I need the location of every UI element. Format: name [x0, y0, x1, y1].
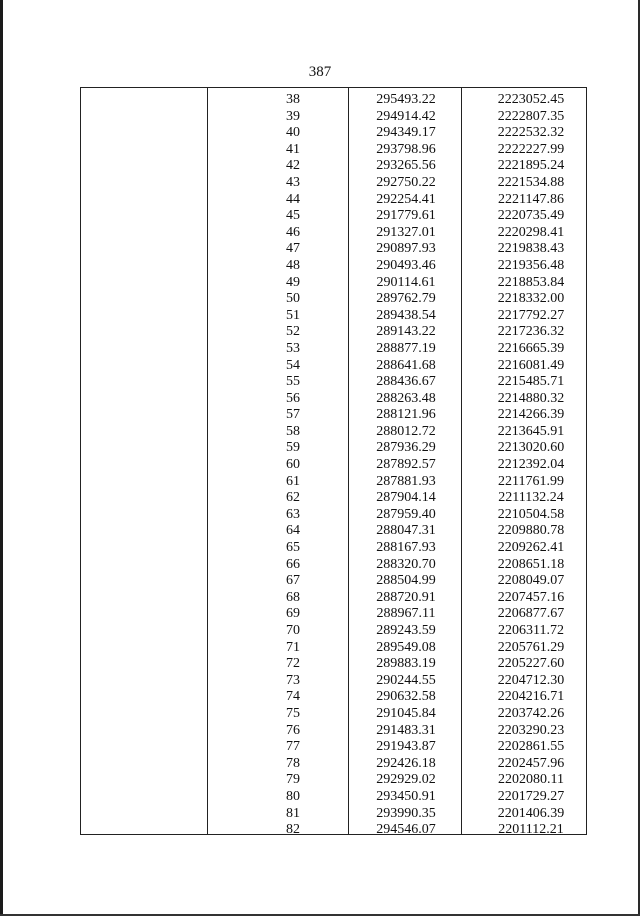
- point-number-cell: 65: [286, 540, 300, 556]
- x-coordinate-cell: 289438.54: [376, 307, 436, 323]
- table-row: [81, 474, 586, 491]
- y-coordinate-cell: 2202457.96: [497, 755, 565, 771]
- y-coordinate-cell: 2203742.26: [497, 705, 565, 721]
- y-coordinate-cell: 2221534.88: [497, 174, 565, 190]
- x-coordinate-cell: 290244.55: [376, 672, 436, 688]
- scan-edge-left: [0, 0, 3, 916]
- y-coordinate-cell: 2222807.35: [497, 108, 565, 124]
- point-number-cell: 38: [286, 92, 300, 107]
- x-coordinate-cell: 288320.70: [376, 556, 436, 572]
- x-coordinate-cell: 293265.56: [376, 158, 436, 174]
- table-row: [81, 192, 586, 209]
- x-coordinate-cell: 287904.14: [376, 490, 436, 506]
- y-coordinate-cell: 2213020.60: [497, 440, 565, 456]
- y-coordinate-cell: 2203290.23: [497, 722, 565, 738]
- point-number-cell: 61: [286, 473, 300, 489]
- point-number-cell: 39: [286, 108, 300, 124]
- table-row: [81, 789, 586, 806]
- table-row: [81, 109, 586, 126]
- point-number-cell: 68: [286, 589, 300, 605]
- table-row: [81, 275, 586, 292]
- point-number-cell: 69: [286, 606, 300, 622]
- table-row: [81, 772, 586, 789]
- table-row: [81, 341, 586, 358]
- x-coordinate-cell: 293450.91: [376, 788, 436, 804]
- table-row: [81, 241, 586, 258]
- point-number-cell: 60: [286, 457, 300, 473]
- point-number-cell: 46: [286, 224, 300, 240]
- table-row: [81, 623, 586, 640]
- y-coordinate-cell: 2201112.21: [498, 822, 564, 838]
- table-row: [81, 208, 586, 225]
- x-coordinate-cell: 291045.84: [376, 705, 436, 721]
- x-coordinate-cell: 294546.07: [376, 822, 436, 838]
- table-row: [81, 706, 586, 723]
- point-number-cell: 49: [286, 274, 300, 290]
- point-number-cell: 50: [286, 291, 300, 307]
- y-coordinate-cell: 2201406.39: [497, 805, 565, 821]
- table-row: [81, 125, 586, 142]
- y-coordinate-cell: 2208651.18: [497, 556, 565, 572]
- y-coordinate-cell: 2216665.39: [497, 340, 565, 356]
- x-coordinate-cell: 289243.59: [376, 623, 436, 638]
- point-number-cell: 57: [286, 407, 300, 423]
- y-coordinate-cell: 2218332.00: [497, 291, 565, 307]
- y-coordinate-cell: 2218853.84: [497, 274, 565, 290]
- x-coordinate-cell: 287881.93: [376, 473, 436, 489]
- x-coordinate-cell: 292254.41: [376, 191, 436, 207]
- point-number-cell: 62: [286, 490, 300, 506]
- y-coordinate-cell: 2212392.04: [497, 457, 565, 473]
- x-coordinate-cell: 291779.61: [376, 208, 436, 224]
- y-coordinate-cell: 2213645.91: [497, 423, 565, 439]
- point-number-cell: 80: [286, 788, 300, 804]
- x-coordinate-cell: 288167.93: [376, 540, 436, 556]
- y-coordinate-cell: 2206877.67: [497, 606, 565, 622]
- table-row: [81, 573, 586, 590]
- x-coordinate-cell: 288263.48: [376, 390, 436, 406]
- y-coordinate-cell: 2202080.11: [498, 772, 564, 788]
- table-row: [81, 590, 586, 607]
- table-row: [81, 673, 586, 690]
- x-coordinate-cell: 295493.22: [376, 92, 436, 107]
- table-row: [81, 142, 586, 159]
- table-row: [81, 540, 586, 557]
- point-number-cell: 54: [286, 357, 300, 373]
- table-row: [81, 407, 586, 424]
- y-coordinate-cell: 2220298.41: [497, 224, 565, 240]
- y-coordinate-cell: 2210504.58: [497, 506, 565, 522]
- table-row: [81, 689, 586, 706]
- point-number-cell: 47: [286, 241, 300, 257]
- point-number-cell: 64: [286, 523, 300, 539]
- point-number-cell: 77: [286, 739, 300, 755]
- point-number-cell: 75: [286, 705, 300, 721]
- x-coordinate-cell: 287892.57: [376, 457, 436, 473]
- x-coordinate-cell: 290114.61: [376, 274, 436, 290]
- point-number-cell: 42: [286, 158, 300, 174]
- table-row: [81, 656, 586, 673]
- y-coordinate-cell: 2208049.07: [497, 573, 565, 589]
- y-coordinate-cell: 2206311.72: [498, 623, 564, 638]
- y-coordinate-cell: 2217236.32: [497, 324, 565, 340]
- y-coordinate-cell: 2220735.49: [497, 208, 565, 224]
- point-number-cell: 63: [286, 506, 300, 522]
- table-row: [81, 507, 586, 524]
- table-row: [81, 225, 586, 242]
- table-row: [81, 739, 586, 756]
- x-coordinate-cell: 291483.31: [376, 722, 436, 738]
- y-coordinate-cell: 2204712.30: [497, 672, 565, 688]
- y-coordinate-cell: 2219838.43: [497, 241, 565, 257]
- y-coordinate-cell: 2202861.55: [497, 739, 565, 755]
- x-coordinate-cell: 288504.99: [376, 573, 436, 589]
- point-number-cell: 58: [286, 423, 300, 439]
- point-number-cell: 44: [286, 191, 300, 207]
- y-coordinate-cell: 2214266.39: [497, 407, 565, 423]
- x-coordinate-cell: 294349.17: [376, 125, 436, 141]
- x-coordinate-cell: 288047.31: [376, 523, 436, 539]
- point-number-cell: 53: [286, 340, 300, 356]
- table-row: [81, 324, 586, 341]
- table-row: [81, 723, 586, 740]
- point-number-cell: 59: [286, 440, 300, 456]
- x-coordinate-cell: 289883.19: [376, 656, 436, 672]
- y-coordinate-cell: 2222227.99: [497, 141, 565, 157]
- y-coordinate-cell: 2211132.24: [498, 490, 564, 506]
- point-number-cell: 74: [286, 689, 300, 705]
- table-row: [81, 822, 586, 839]
- x-coordinate-cell: 294914.42: [376, 108, 436, 124]
- x-coordinate-cell: 288720.91: [376, 589, 436, 605]
- y-coordinate-cell: 2221895.24: [497, 158, 565, 174]
- table-row: [81, 756, 586, 773]
- point-number-cell: 40: [286, 125, 300, 141]
- y-coordinate-cell: 2215485.71: [497, 374, 565, 390]
- point-number-cell: 76: [286, 722, 300, 738]
- x-coordinate-cell: 287959.40: [376, 506, 436, 522]
- point-number-cell: 55: [286, 374, 300, 390]
- y-coordinate-cell: 2209880.78: [497, 523, 565, 539]
- point-number-cell: 72: [286, 656, 300, 672]
- point-number-cell: 71: [286, 639, 300, 655]
- y-coordinate-cell: 2205227.60: [497, 656, 565, 672]
- point-number-cell: 70: [286, 623, 300, 638]
- point-number-cell: 52: [286, 324, 300, 340]
- y-coordinate-cell: 2205761.29: [497, 639, 565, 655]
- y-coordinate-cell: 2209262.41: [497, 540, 565, 556]
- y-coordinate-cell: 2217792.27: [497, 307, 565, 323]
- point-number-cell: 79: [286, 772, 300, 788]
- table-row: [81, 308, 586, 325]
- y-coordinate-cell: 2201729.27: [497, 788, 565, 804]
- y-coordinate-cell: 2219356.48: [497, 257, 565, 273]
- x-coordinate-cell: 292750.22: [376, 174, 436, 190]
- point-number-cell: 48: [286, 257, 300, 273]
- point-number-cell: 73: [286, 672, 300, 688]
- point-number-cell: 66: [286, 556, 300, 572]
- table-body: [81, 92, 586, 839]
- y-coordinate-cell: 2211761.99: [498, 473, 564, 489]
- x-coordinate-cell: 288641.68: [376, 357, 436, 373]
- point-number-cell: 78: [286, 755, 300, 771]
- table-row: [81, 523, 586, 540]
- y-coordinate-cell: 2222532.32: [497, 125, 565, 141]
- table-row: [81, 640, 586, 657]
- point-number-cell: 51: [286, 307, 300, 323]
- y-coordinate-cell: 2214880.32: [497, 390, 565, 406]
- coordinates-table: [80, 87, 587, 838]
- table-row: [81, 806, 586, 823]
- point-number-cell: 82: [286, 822, 300, 838]
- x-coordinate-cell: 289549.08: [376, 639, 436, 655]
- x-coordinate-cell: 291943.87: [376, 739, 436, 755]
- y-coordinate-cell: 2221147.86: [498, 191, 564, 207]
- x-coordinate-cell: 290897.93: [376, 241, 436, 257]
- x-coordinate-cell: 288012.72: [376, 423, 436, 439]
- page-number: 387: [308, 64, 332, 80]
- point-number-cell: 43: [286, 174, 300, 190]
- x-coordinate-cell: 288121.96: [376, 407, 436, 423]
- table-row: [81, 158, 586, 175]
- point-number-cell: 45: [286, 208, 300, 224]
- x-coordinate-cell: 290632.58: [376, 689, 436, 705]
- table-row: [81, 391, 586, 408]
- x-coordinate-cell: 288436.67: [376, 374, 436, 390]
- table-row: [81, 258, 586, 275]
- table-row: [81, 457, 586, 474]
- x-coordinate-cell: 292929.02: [376, 772, 436, 788]
- point-number-cell: 56: [286, 390, 300, 406]
- x-coordinate-cell: 293990.35: [376, 805, 436, 821]
- y-coordinate-cell: 2207457.16: [497, 589, 565, 605]
- table-row: [81, 606, 586, 623]
- x-coordinate-cell: 292426.18: [376, 755, 436, 771]
- point-number-cell: 41: [286, 141, 300, 157]
- point-number-cell: 67: [286, 573, 300, 589]
- table-row: [81, 291, 586, 308]
- table-row: [81, 424, 586, 441]
- table-row: [81, 440, 586, 457]
- table-row: [81, 557, 586, 574]
- table-row: [81, 358, 586, 375]
- table-row: [81, 175, 586, 192]
- x-coordinate-cell: 287936.29: [376, 440, 436, 456]
- y-coordinate-cell: 2223052.45: [497, 92, 565, 107]
- x-coordinate-cell: 290493.46: [376, 257, 436, 273]
- y-coordinate-cell: 2204216.71: [497, 689, 565, 705]
- y-coordinate-cell: 2216081.49: [497, 357, 565, 373]
- x-coordinate-cell: 291327.01: [376, 224, 436, 240]
- table-row: [81, 92, 586, 109]
- x-coordinate-cell: 288877.19: [376, 340, 436, 356]
- x-coordinate-cell: 289762.79: [376, 291, 436, 307]
- x-coordinate-cell: 288967.11: [376, 606, 436, 622]
- table-row: [81, 490, 586, 507]
- x-coordinate-cell: 293798.96: [376, 141, 436, 157]
- x-coordinate-cell: 289143.22: [376, 324, 436, 340]
- table-row: [81, 374, 586, 391]
- point-number-cell: 81: [286, 805, 300, 821]
